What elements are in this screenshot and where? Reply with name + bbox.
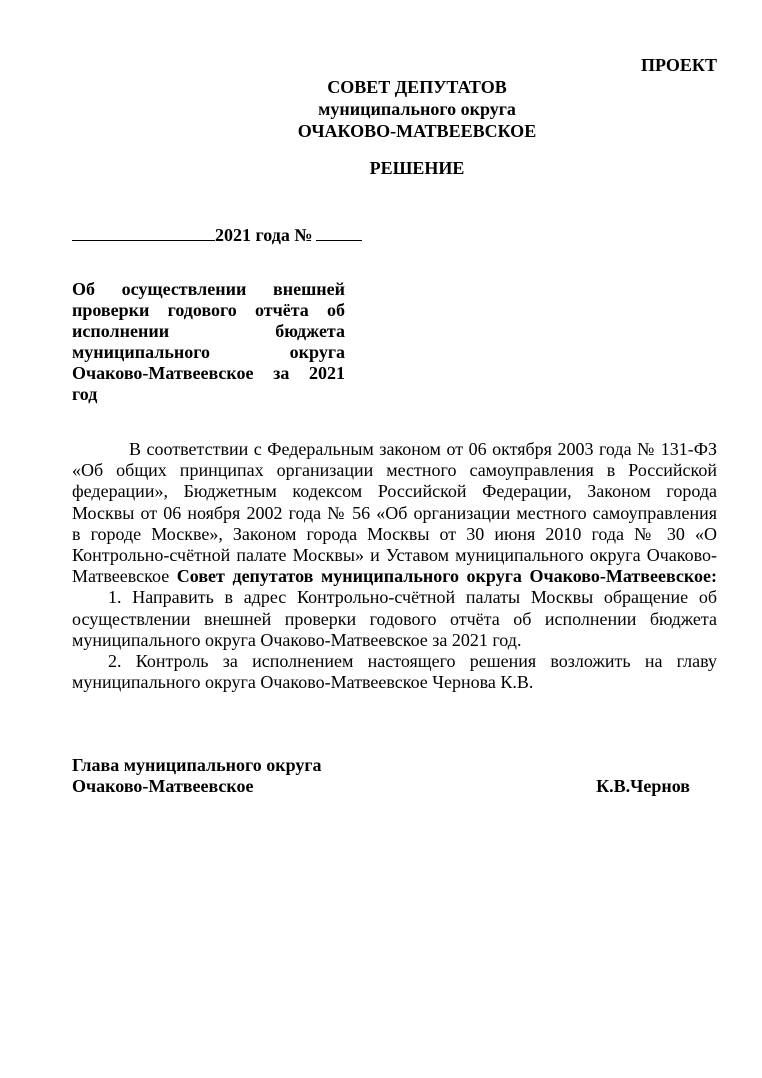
number-blank (316, 226, 362, 241)
preamble-line: Контрольно-счётной палате Москвы» и Уставом муниципального округа Очаково- (72, 545, 717, 566)
item-2-line: 2. Контроль за исполнением настоящего решения возложить на главу (108, 651, 717, 672)
subject-line: Очаково-Матвеевское за 2021 (72, 363, 345, 383)
item-1-line: муниципального округа Очаково-Матвеевское за 2021 год. (72, 629, 522, 650)
header-council: СОВЕТ ДЕПУТАТОВ (327, 77, 507, 97)
draft-stamp: ПРОЕКТ (641, 55, 717, 75)
subject-line: проверки годового отчёта об (72, 300, 345, 320)
preamble-line: в городе Москве», Законом города Москвы от 30 июня 2010 года № 30 «О (72, 523, 717, 544)
signatory-district: Очаково-Матвеевское (72, 776, 254, 796)
decision-title: РЕШЕНИЕ (369, 158, 465, 178)
preamble-line: В соответствии с Федеральным законом от 06 октября 2003 года № 131-ФЗ (129, 439, 717, 459)
subject-line: год (72, 384, 98, 404)
decision-body (72, 439, 717, 693)
preamble-last-line (72, 566, 717, 587)
item-1-line: осуществлении внешней проверки годового отчёта об исполнении бюджета (72, 608, 717, 629)
signatory-title: Глава муниципального округа (72, 755, 322, 775)
date-blank (72, 226, 215, 241)
document-header (72, 76, 762, 142)
subject-line: исполнении бюджета (72, 321, 345, 341)
signatory-name: К.В.Чернов (596, 776, 690, 796)
preamble-line: Москвы от 06 ноября 2002 года № 56 «Об организации местного самоуправления (72, 502, 717, 523)
decision-subject (72, 279, 345, 405)
signature-block (72, 755, 690, 797)
preamble-prefix: Матвеевское (72, 566, 177, 587)
preamble-line: «Об общих принципах организации местного самоуправления в Российской (72, 460, 717, 481)
header-district: ОЧАКОВО-МАТВЕЕВСКОЕ (297, 121, 537, 141)
item-1-line: 1. Направить в адрес Контрольно-счётной палаты Москвы обращение об (108, 587, 717, 608)
date-number-line (72, 225, 362, 246)
subject-line: муниципального округа (72, 342, 345, 362)
subject-line: Об осуществлении внешней (72, 279, 345, 299)
date-text: 2021 года № (215, 225, 313, 245)
preamble-line: федерации», Бюджетным кодексом Российской Федерации, Законом города (72, 481, 717, 502)
header-municipal: муниципального округа (318, 99, 516, 119)
item-2-line: муниципального округа Очаково-Матвеевское Чернова К.В. (72, 672, 534, 693)
preamble-council-resolves: Совет депутатов муниципального округа Очаково-Матвеевское: (176, 566, 717, 587)
